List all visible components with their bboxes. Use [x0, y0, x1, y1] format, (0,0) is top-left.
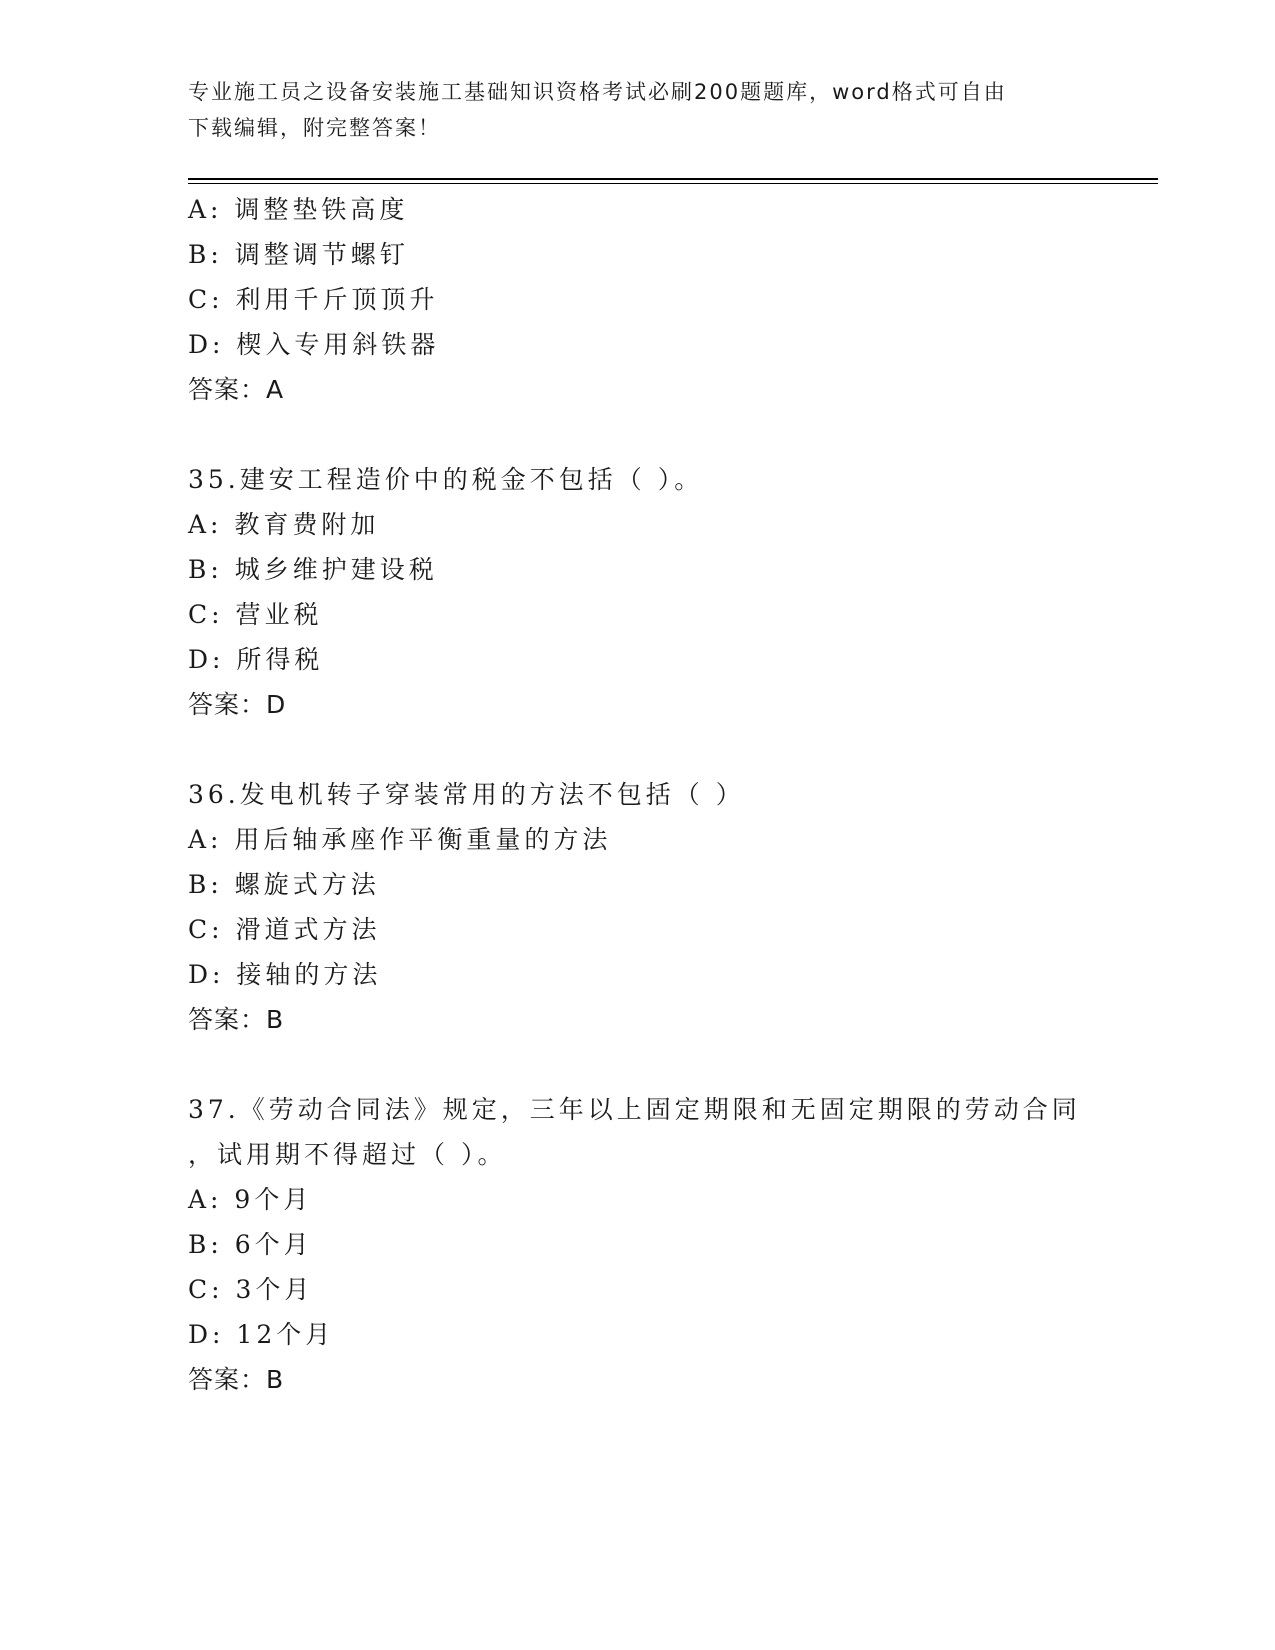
header-divider-thick	[188, 178, 1158, 180]
q36-option-c: C: 滑道式方法	[188, 915, 381, 944]
q34-option-d: D: 楔入专用斜铁器	[188, 330, 440, 359]
q36-option-d: D: 接轴的方法	[188, 960, 382, 989]
q37-question-line-2: ，试用期不得超过（ ）。	[188, 1140, 507, 1169]
q37-question-line-1: 37.《劳动合同法》规定，三年以上固定期限和无固定期限的劳动合同	[188, 1095, 1081, 1124]
q35-answer: 答案：D	[188, 690, 287, 719]
q34-answer: 答案：A	[188, 375, 285, 404]
q34-option-b: B: 调整调节螺钉	[188, 240, 409, 269]
q37-answer: 答案：B	[188, 1365, 285, 1394]
q35-option-a: A: 教育费附加	[188, 510, 380, 539]
q37-option-b: B: 6个月	[188, 1230, 313, 1259]
q36-answer: 答案：B	[188, 1005, 285, 1034]
header-line-1: 专业施工员之设备安装施工基础知识资格考试必刷200题题库，word格式可自由	[188, 80, 1007, 104]
q35-option-b: B: 城乡维护建设税	[188, 555, 438, 584]
q37-option-d: D: 12个月	[188, 1320, 335, 1349]
q35-option-d: D: 所得税	[188, 645, 324, 674]
q37-option-a: A: 9个月	[188, 1185, 313, 1214]
document-header	[188, 74, 1078, 146]
q37-option-c: C: 3个月	[188, 1275, 314, 1304]
q34-option-c: C: 利用千斤顶顶升	[188, 285, 439, 314]
q36-question: 36.发电机转子穿装常用的方法不包括（ ）	[188, 780, 745, 809]
header-divider-thin	[188, 183, 1158, 184]
q35-question: 35.建安工程造价中的税金不包括（ ）。	[188, 465, 704, 494]
q36-option-b: B: 螺旋式方法	[188, 870, 380, 899]
q34-option-a: A: 调整垫铁高度	[188, 195, 409, 224]
header-line-2: 下载编辑，附完整答案！	[188, 116, 441, 140]
q35-option-c: C: 营业税	[188, 600, 323, 629]
q36-option-a: A: 用后轴承座作平衡重量的方法	[188, 825, 612, 854]
